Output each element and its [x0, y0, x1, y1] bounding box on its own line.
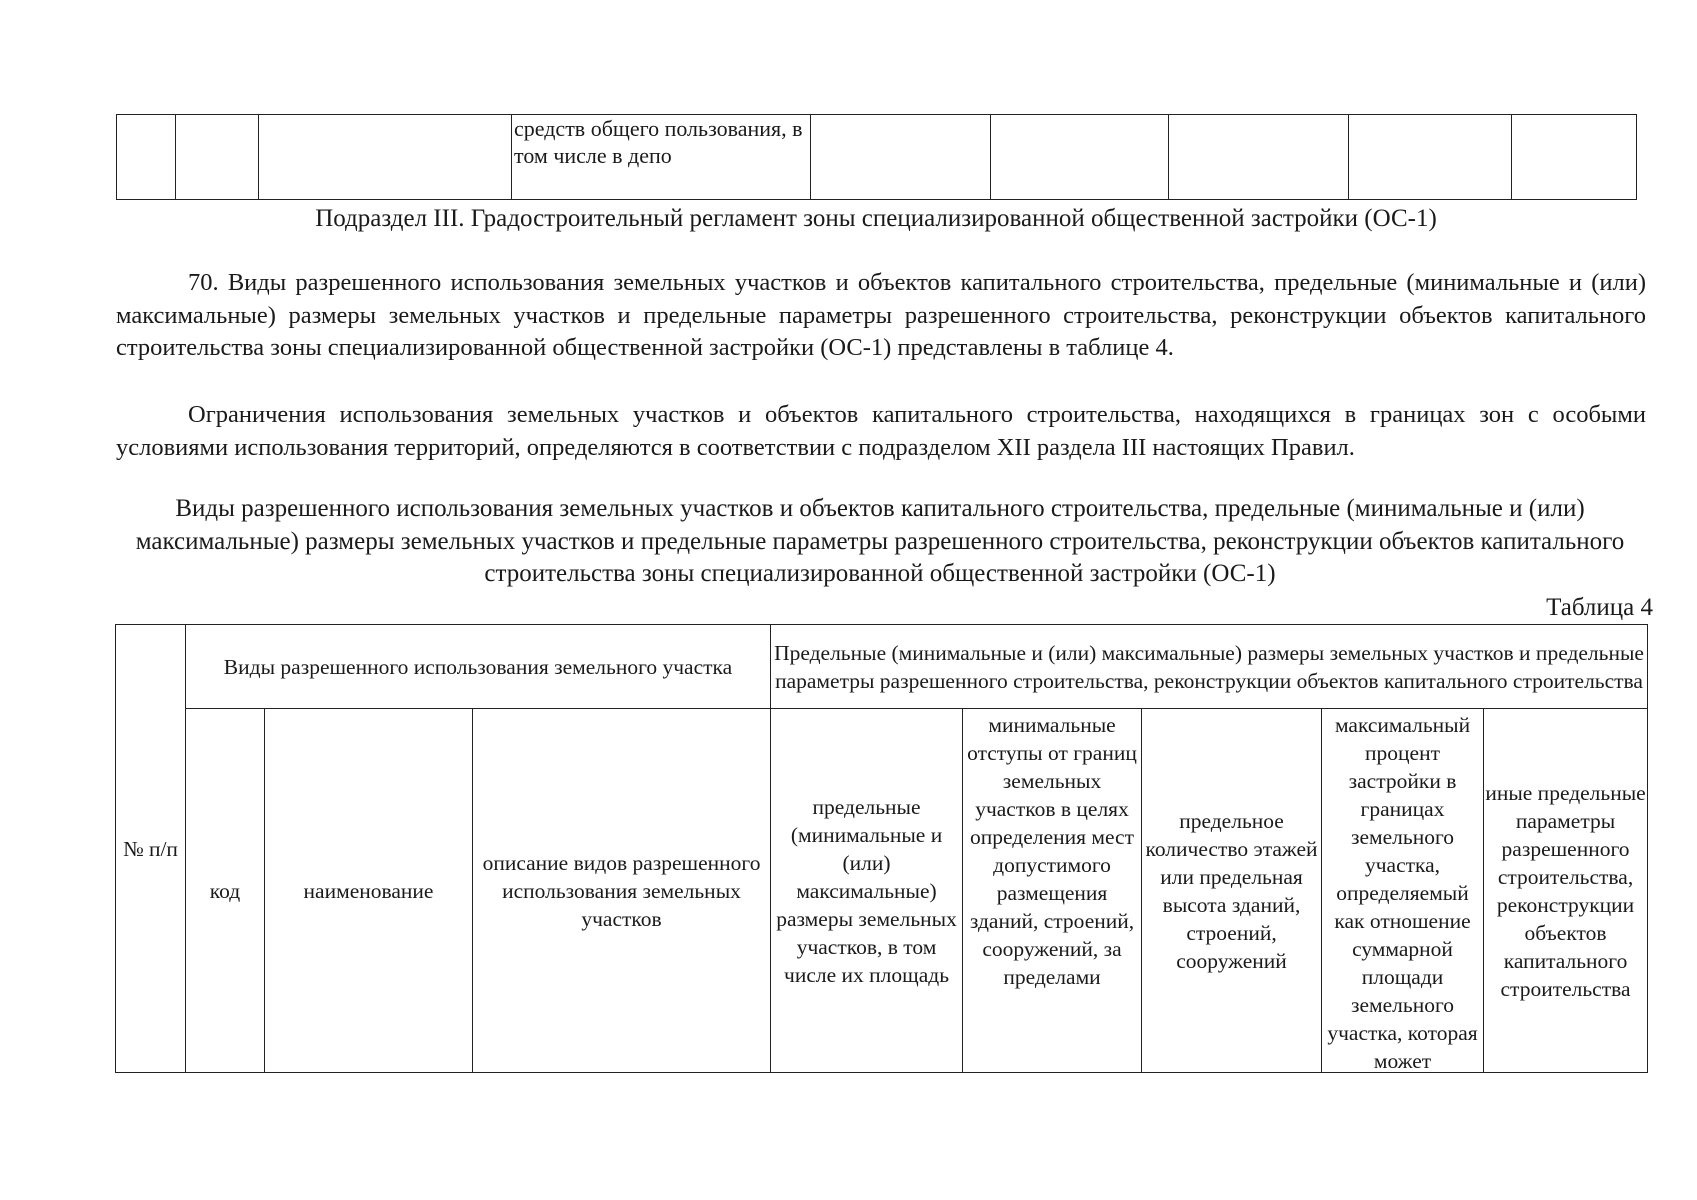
paragraph-70: 70. Виды разрешенного использования земельных участков и объектов капитального строительства, предельные (минимальные и (или) максимальные) размеры земельных участков и предельные параметры разрешенного строительства, реконструкции объектов капитального строительства зоны специализированной общественной застройки (ОС-1) представлены в таблице 4. — [116, 269, 1646, 361]
column-header-description: описание видов разрешенного использования земельных участков — [473, 709, 771, 1073]
table-row — [117, 115, 1637, 200]
continued-table-fragment — [116, 114, 1637, 200]
table-cell — [512, 115, 811, 200]
column-header-number: № п/п — [116, 625, 186, 1073]
paragraph-restrictions: Ограничения использования земельных участков и объектов капитального строительства, находящихся в границах зон с особыми условиями использования территорий, определяются в соответствии с подразделом XII раздела III настоящих Правил. — [116, 401, 1646, 461]
table-cell — [811, 115, 991, 200]
top-table-cell-text: средств общего пользования, в том числе в депо — [514, 116, 803, 168]
column-header-coverage — [1322, 709, 1484, 1073]
table-caption: Виды разрешенного использования земельных участков и объектов капитального строительства, предельные (минимальные и (или) максимальные) размеры земельных участков и предельные параметры разрешенного строительства, реконструкции объектов капитального строительства зоны специализированной общественной застройки (ОС-1) — [135, 495, 1625, 587]
table-cell — [1169, 115, 1349, 200]
column-header-setbacks — [963, 709, 1142, 1073]
table-cell — [117, 115, 176, 200]
column-group-kinds: Виды разрешенного использования земельного участка — [186, 625, 771, 709]
table-cell — [991, 115, 1169, 200]
column-header-sizes: предельные (минимальные и (или) максимальные) размеры земельных участков, в том числе их площадь — [771, 709, 963, 1073]
subsection-title: Подраздел III. Градостроительный регламент зоны специализированной общественной застройки (ОС-1) — [315, 205, 1437, 232]
column-header-coverage-text: максимальный процент застройки в границах земельного участка, определяемый как отношение суммарной площади земельного участка, которая может — [1327, 713, 1478, 1072]
table-cell — [1349, 115, 1512, 200]
table-header-row — [116, 625, 1648, 709]
table-cell — [176, 115, 259, 200]
table-cell — [259, 115, 512, 200]
column-header-other: иные предельные параметры разрешенного строительства, реконструкции объектов капитального строительства — [1484, 709, 1648, 1073]
table-header-row — [116, 709, 1648, 1073]
column-header-floors: предельное количество этажей или предельная высота зданий, строений, сооружений — [1142, 709, 1322, 1073]
column-header-setbacks-text: минимальные отступы от границ земельных участков в целях определения мест допустимого размещения зданий, строений, сооружений, за пределами — [967, 713, 1137, 989]
column-header-name: наименование — [265, 709, 473, 1073]
table-4 — [115, 624, 1648, 1073]
table-cell — [1512, 115, 1637, 200]
table-number: Таблица 4 — [1546, 594, 1653, 621]
column-group-limits: Предельные (минимальные и (или) максимальные) размеры земельных участков и предельные параметры разрешенного строительства, реконструкции объектов капитального строительства — [771, 625, 1648, 709]
column-header-code: код — [186, 709, 265, 1073]
